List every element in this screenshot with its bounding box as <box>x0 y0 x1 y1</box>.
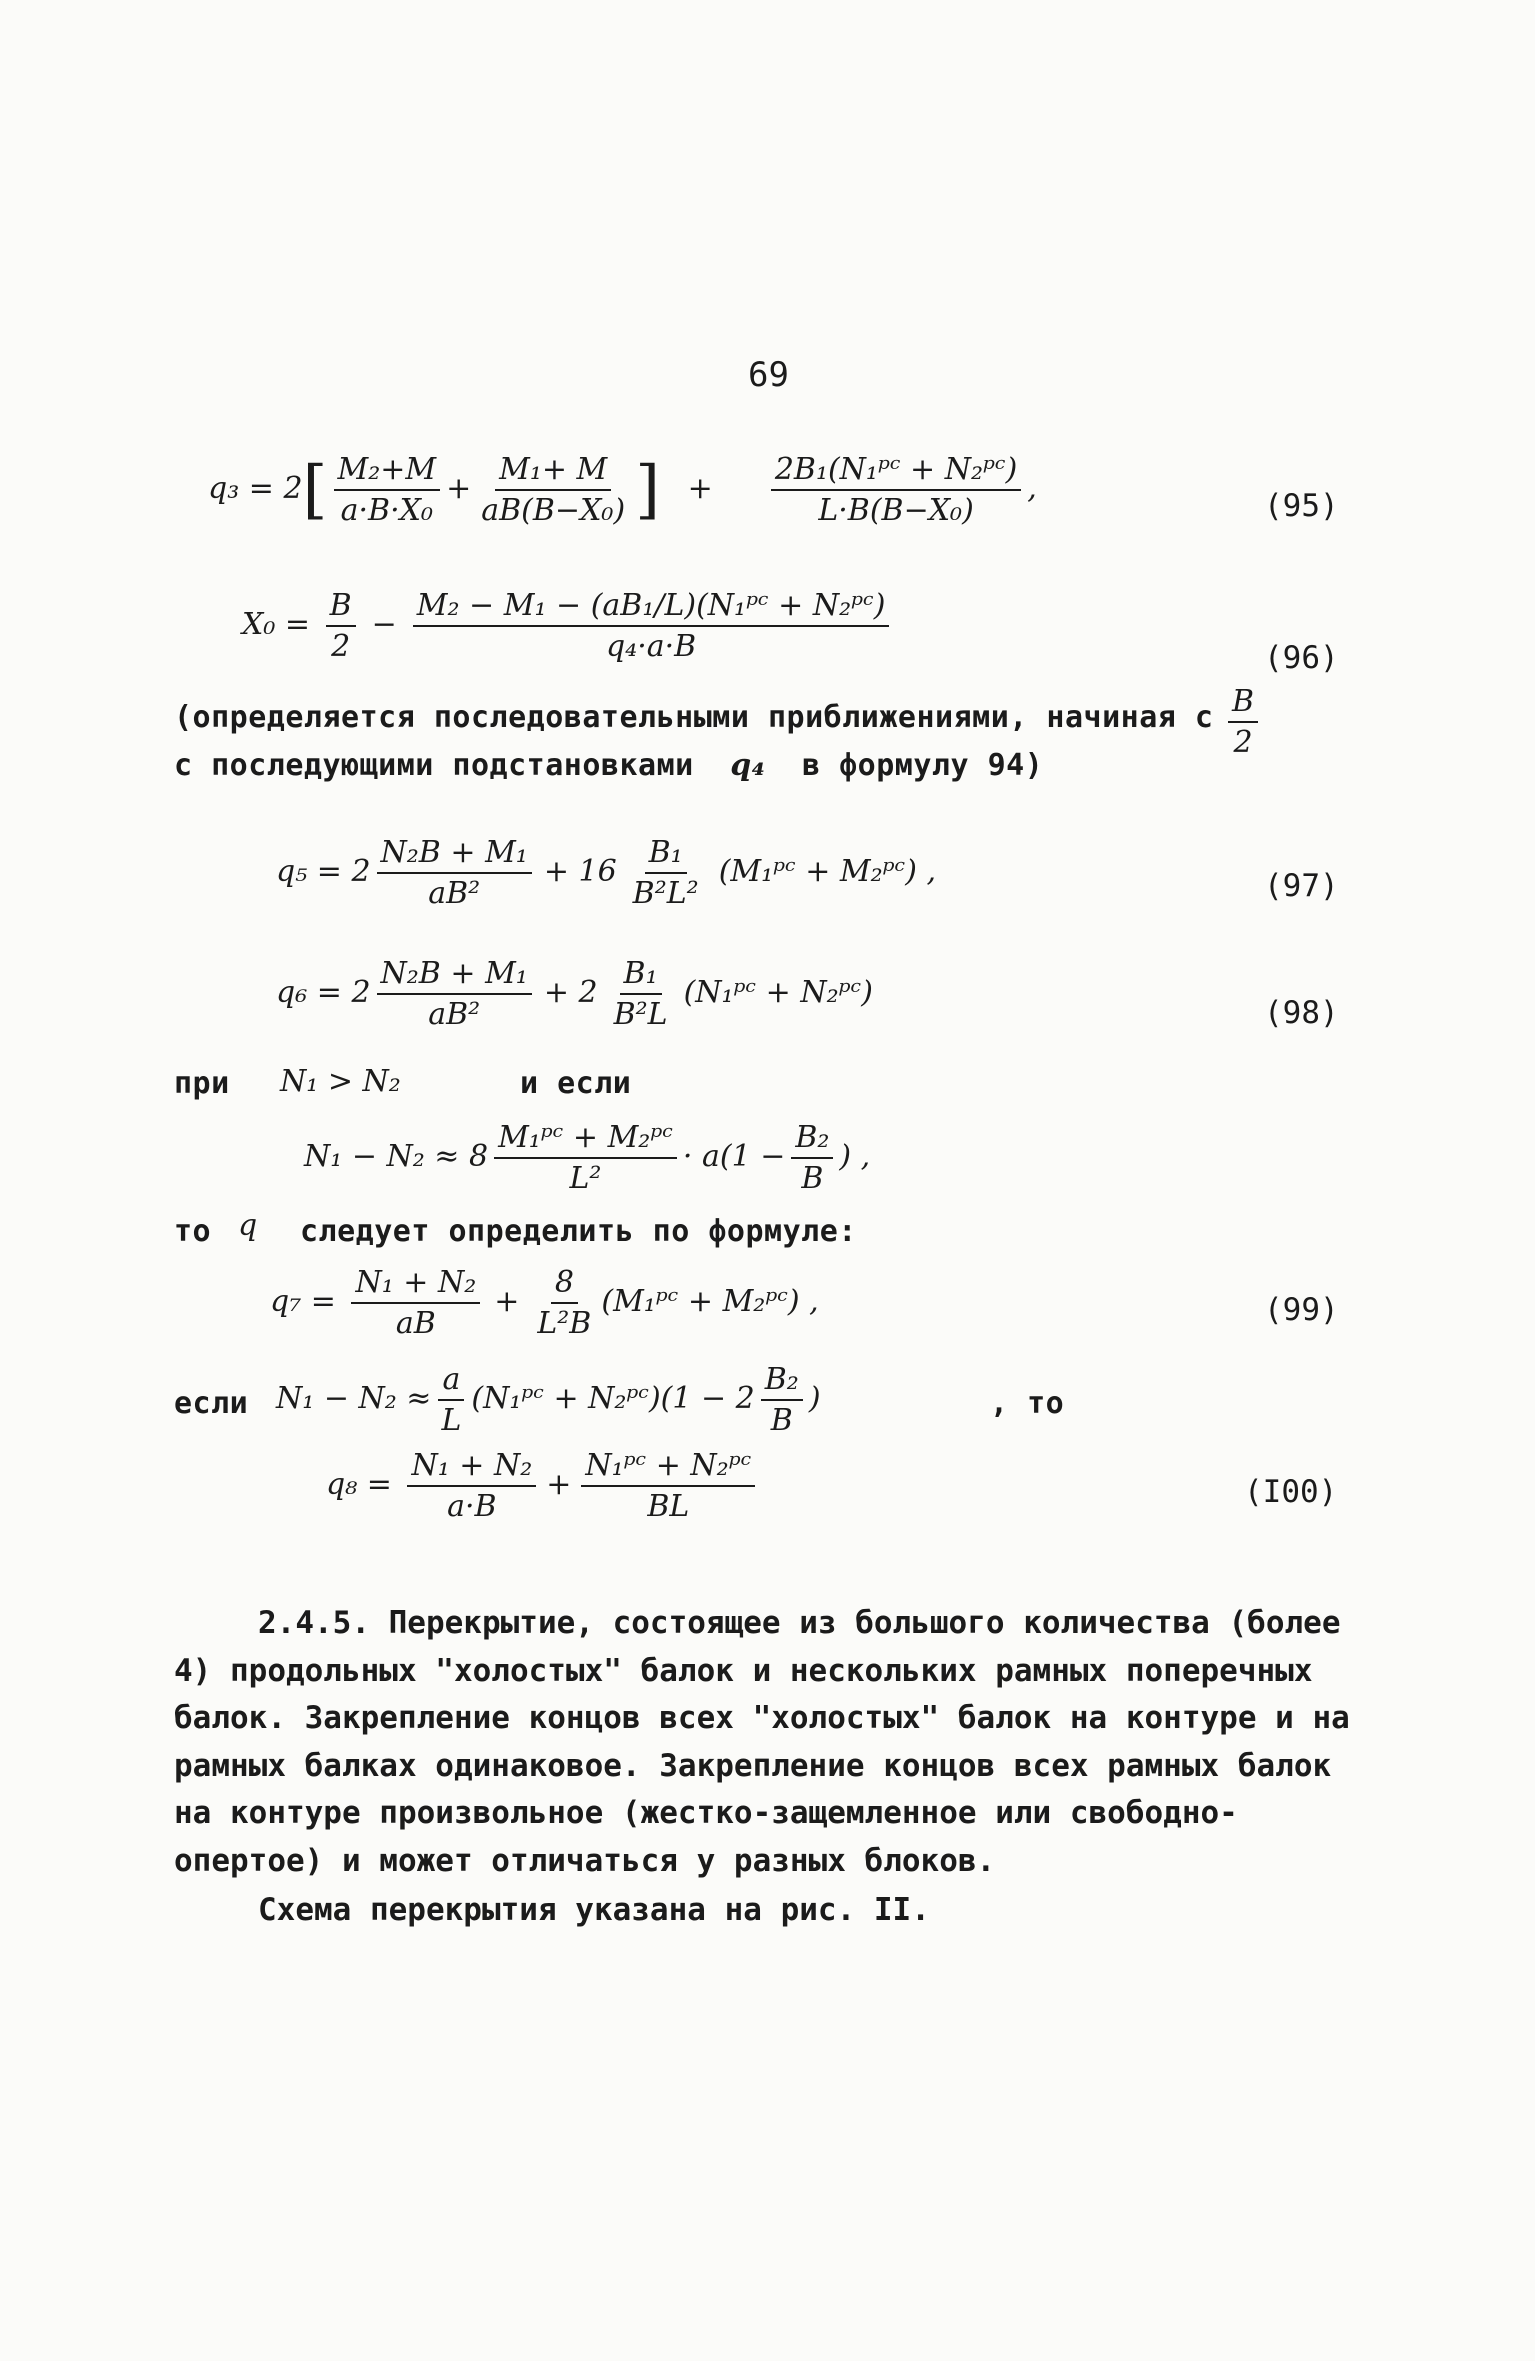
note-var: q₄ <box>730 748 766 783</box>
page-number: 69 <box>748 355 789 395</box>
eq98-frac-1 <box>377 956 532 1032</box>
cond1-lhs: N₁ − N₂ ≈ 8 <box>304 1139 489 1174</box>
cond1-frac-1 <box>494 1120 677 1196</box>
eq97-f1-den: aB² <box>428 876 481 911</box>
eq98-f1-den: aB² <box>428 997 481 1032</box>
eq95-tail: , <box>1027 471 1037 506</box>
equation-96 <box>242 588 895 664</box>
note-line-2 <box>174 748 1043 783</box>
eq96-f2-den: q₄·a·B <box>605 629 697 664</box>
eq96-minus: − <box>371 607 397 642</box>
eq99-f2-den: L²B <box>537 1306 592 1341</box>
cond2-f2-den: B <box>770 1403 793 1438</box>
eq95-f2-num: M₁+ M <box>495 452 611 491</box>
q-var: q <box>238 1208 258 1243</box>
note-frac-num: B <box>1228 684 1258 723</box>
eq100-f2-den: BL <box>647 1489 690 1524</box>
i-esli-label: и если <box>520 1066 632 1101</box>
equation-number-100: (I00) <box>1244 1474 1338 1510</box>
eq98-f2-den: B²L <box>613 997 668 1032</box>
cond1-mid: · a(1 − <box>682 1139 786 1174</box>
cond2-frac-2 <box>761 1362 803 1438</box>
eq99-f2-num: 8 <box>551 1265 578 1304</box>
eq95-f2-den: aB(B−X₀) <box>481 493 626 528</box>
cond2-frac-1 <box>437 1362 465 1438</box>
eq97-f2-num: B₁ <box>645 835 687 874</box>
equation-98 <box>276 956 873 1032</box>
eq100-f2-num: N₁ᵖᶜ + N₂ᵖᶜ <box>581 1448 755 1487</box>
eq98-f2-num: B₁ <box>620 956 662 995</box>
cond1-f-num: M₁ᵖᶜ + M₂ᵖᶜ <box>494 1120 677 1159</box>
cond1-f-den: L² <box>569 1161 602 1196</box>
eq100-f1-den: a·B <box>447 1489 497 1524</box>
condition-1 <box>304 1120 870 1196</box>
equation-95 <box>208 452 1037 528</box>
cond1-frac-2 <box>791 1120 833 1196</box>
eq96-f2-num: M₂ − M₁ − (aB₁/L)(N₁ᵖᶜ + N₂ᵖᶜ) <box>413 588 890 627</box>
condition-2 <box>276 1362 821 1438</box>
eq100-frac-1 <box>407 1448 536 1524</box>
eq95-frac-1 <box>334 452 441 528</box>
note-frac-den: 2 <box>1233 725 1253 760</box>
note-line-1: (определяется последовательными приближениями, начиная с <box>174 700 1214 735</box>
to-label: то <box>174 1214 212 1249</box>
note-frac <box>1228 684 1258 760</box>
bracket-open: [ <box>302 453 328 527</box>
eq97-frac-2 <box>629 835 703 911</box>
eq99-frac-1 <box>351 1265 480 1341</box>
cond2-f2-num: B₂ <box>761 1362 803 1401</box>
eq97-tail: (M₁ᵖᶜ + M₂ᵖᶜ) , <box>718 854 937 889</box>
pri-condition: N₁ > N₂ <box>280 1064 401 1099</box>
equation-97 <box>276 835 936 911</box>
note-line-2b: в формулу 94) <box>801 748 1044 783</box>
eq95-f3-den: L·B(B−X₀) <box>818 493 974 528</box>
eq95-plus2: + <box>687 471 713 506</box>
eq96-f1-den: 2 <box>331 629 351 664</box>
eq99-frac-2 <box>533 1265 595 1341</box>
eq99-tail: (M₁ᵖᶜ + M₂ᵖᶜ) , <box>601 1284 819 1319</box>
sleduet-text: следует определить по формуле: <box>300 1214 857 1249</box>
eq97-lhs: q₅ = 2 <box>276 854 371 889</box>
eq95-f3-num: 2B₁(N₁ᵖᶜ + N₂ᵖᶜ) <box>771 452 1021 491</box>
equation-99 <box>270 1265 819 1341</box>
pri-label: при <box>174 1066 230 1101</box>
cond2-f-num: a <box>438 1362 464 1401</box>
equation-number-96: (96) <box>1264 640 1339 676</box>
cond2-mid: (N₁ᵖᶜ + N₂ᵖᶜ)(1 − 2 <box>471 1381 755 1416</box>
eq100-frac-2 <box>581 1448 755 1524</box>
cond2-f-den: L <box>441 1403 462 1438</box>
eq99-lhs: q₇ = <box>270 1284 346 1319</box>
note-fraction <box>1222 684 1264 760</box>
eq100-f1-num: N₁ + N₂ <box>407 1448 536 1487</box>
equation-number-95: (95) <box>1264 488 1339 524</box>
esli-label: если <box>174 1386 249 1421</box>
eq95-lhs: q₃ = 2 <box>208 471 303 506</box>
section-2-4-5-paragraph: 2.4.5. Перекрытие, состоящее из большого количества (более 4) продольных "холостых" балок и нескольких рамных поперечных балок. Закрепление концов всех "холостых" балок на контуре и на рамных балках одинаковое. Закрепление концов всех рамных балок на контуре произвольное (жестко-защемленное или свободно-опертое) и может отличаться у разных блоков. <box>174 1605 1350 1879</box>
scheme-reference: Схема перекрытия указана на рис. II. <box>258 1892 930 1928</box>
eq96-frac-2 <box>413 588 890 664</box>
cond2-lhs: N₁ − N₂ ≈ <box>276 1381 432 1416</box>
eq98-f1-num: N₂B + M₁ <box>377 956 532 995</box>
cond1-f2-den: B <box>801 1161 824 1196</box>
eq97-f1-num: N₂B + M₁ <box>377 835 532 874</box>
equation-number-99: (99) <box>1264 1292 1339 1328</box>
eq95-f1-num: M₂+M <box>334 452 441 491</box>
cond1-tail: ) , <box>839 1139 871 1174</box>
eq97-frac-1 <box>377 835 532 911</box>
eq95-frac-3 <box>771 452 1021 528</box>
eq100-lhs: q₈ = <box>326 1467 402 1502</box>
cond1-f2-num: B₂ <box>791 1120 833 1159</box>
eq96-frac-1 <box>326 588 356 664</box>
cond2-tail: ) <box>808 1381 821 1416</box>
eq96-f1-num: B <box>326 588 356 627</box>
equation-100 <box>326 1448 761 1524</box>
eq98-lhs: q₆ = 2 <box>276 975 371 1010</box>
note-line-2a: с последующими подстановками <box>174 748 694 783</box>
eq99-mid: + <box>494 1284 520 1319</box>
eq95-plus1: + <box>446 471 472 506</box>
eq99-f1-den: aB <box>395 1306 436 1341</box>
eq96-lhs: X₀ = <box>242 607 320 642</box>
eq99-f1-num: N₁ + N₂ <box>351 1265 480 1304</box>
eq98-tail: (N₁ᵖᶜ + N₂ᵖᶜ) <box>683 975 873 1010</box>
equation-number-97: (97) <box>1264 868 1339 904</box>
eq100-mid: + <box>546 1467 572 1502</box>
equation-number-98: (98) <box>1264 995 1339 1031</box>
eq98-frac-2 <box>610 956 672 1032</box>
eq95-frac-2 <box>477 452 629 528</box>
eq97-mid: + 16 <box>543 854 617 889</box>
to-tail: , то <box>990 1386 1065 1421</box>
eq97-f2-den: B²L² <box>632 876 699 911</box>
bracket-close: ] <box>635 453 661 527</box>
eq98-mid: + 2 <box>543 975 598 1010</box>
eq95-f1-den: a·B·X₀ <box>340 493 433 528</box>
